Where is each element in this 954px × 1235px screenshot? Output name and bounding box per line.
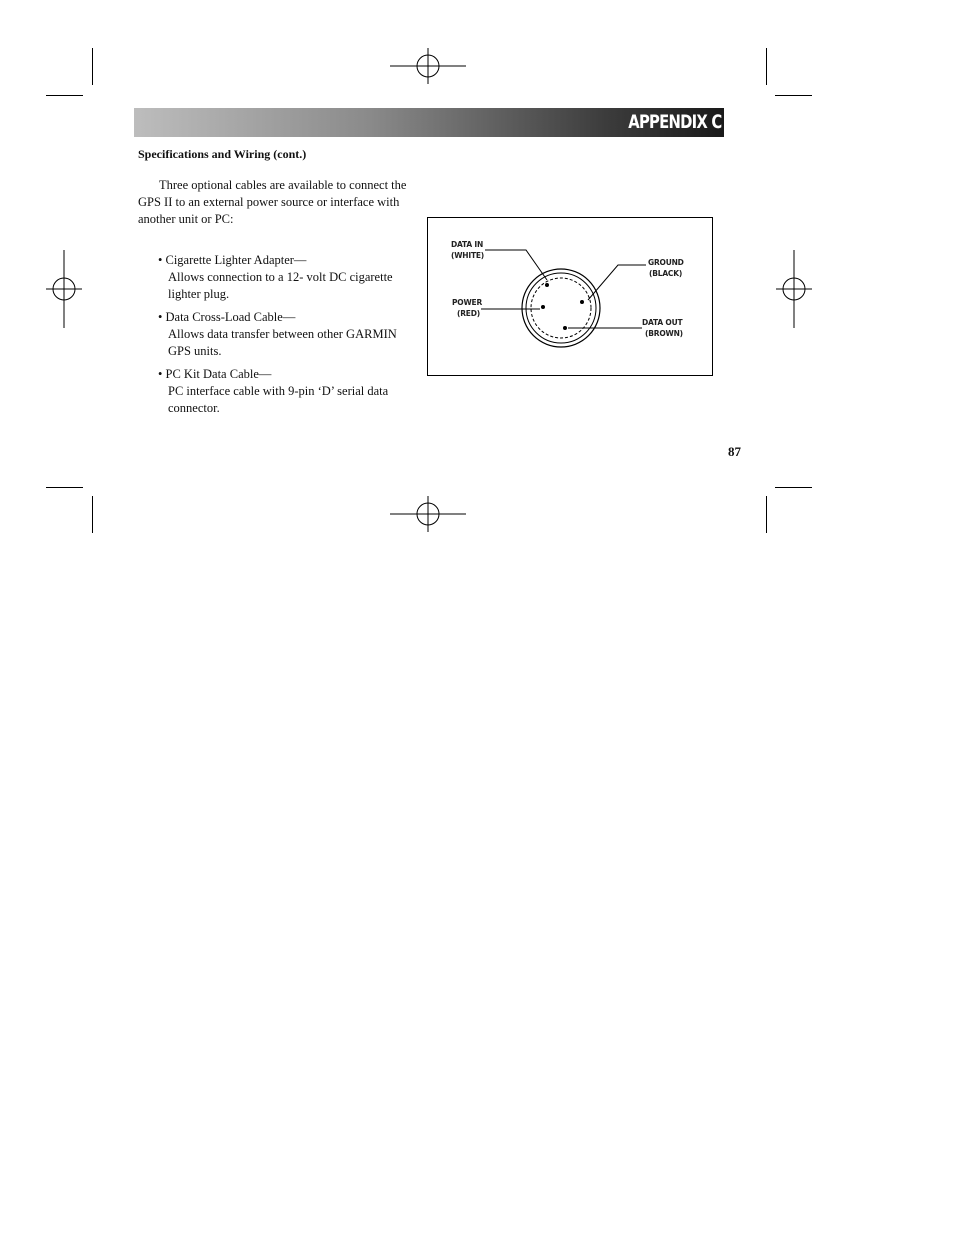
connector-diagram-svg bbox=[428, 218, 712, 375]
cable-description: Allows data transfer between other GARMIN GPS units. bbox=[168, 327, 397, 358]
page-number: 87 bbox=[728, 444, 741, 459]
label-data-out: DATA OUT bbox=[642, 318, 683, 327]
appendix-title: APPENDIX C bbox=[627, 111, 721, 133]
cable-name: • Data Cross-Load Cable— bbox=[158, 310, 296, 324]
intro-text: Three optional cables are available to connect the GPS II to an external power source or interface with another unit or PC: bbox=[138, 178, 407, 226]
crop-mark bbox=[92, 496, 93, 533]
crop-mark bbox=[775, 95, 812, 96]
crop-mark bbox=[766, 496, 767, 533]
cable-list bbox=[158, 252, 408, 423]
label-data-out-color: (BROWN) bbox=[645, 329, 683, 338]
connector-outer-ring bbox=[522, 269, 600, 347]
leader-data-in bbox=[485, 250, 547, 280]
label-power: POWER bbox=[452, 298, 483, 307]
list-item bbox=[158, 252, 408, 303]
label-ground-color: (BLACK) bbox=[649, 269, 683, 278]
label-data-in: DATA IN bbox=[451, 240, 484, 249]
pin-power bbox=[541, 305, 545, 309]
cable-description: Allows connection to a 12- volt DC cigarette lighter plug. bbox=[168, 270, 393, 301]
label-power-color: (RED) bbox=[457, 309, 480, 318]
section-heading: Specifications and Wiring (cont.) bbox=[138, 147, 307, 161]
pin-data-out bbox=[563, 326, 567, 330]
registration-mark-left bbox=[46, 250, 82, 328]
registration-mark-bottom bbox=[390, 496, 466, 532]
pin-ground bbox=[580, 300, 584, 304]
registration-mark-top bbox=[390, 48, 466, 84]
list-item bbox=[158, 366, 408, 417]
cable-name: • Cigarette Lighter Adapter— bbox=[158, 253, 307, 267]
connector-inner-ring bbox=[526, 273, 596, 343]
leader-ground bbox=[588, 265, 646, 300]
pin-data-in bbox=[545, 283, 549, 287]
list-item bbox=[158, 309, 408, 360]
crop-mark bbox=[46, 95, 83, 96]
crop-mark bbox=[92, 48, 93, 85]
cable-description: PC interface cable with 9-pin ‘D’ serial data connector. bbox=[168, 384, 389, 415]
label-ground: GROUND bbox=[648, 258, 684, 267]
registration-mark-right bbox=[776, 250, 812, 328]
label-data-in-color: (WHITE) bbox=[451, 251, 485, 260]
cable-name: • PC Kit Data Cable— bbox=[158, 367, 272, 381]
header-bar bbox=[134, 108, 724, 137]
wiring-diagram bbox=[427, 217, 713, 376]
crop-mark bbox=[46, 487, 83, 488]
crop-mark bbox=[775, 487, 812, 488]
crop-mark bbox=[766, 48, 767, 85]
intro-paragraph bbox=[138, 177, 413, 228]
connector-dashed-ring bbox=[531, 278, 591, 338]
